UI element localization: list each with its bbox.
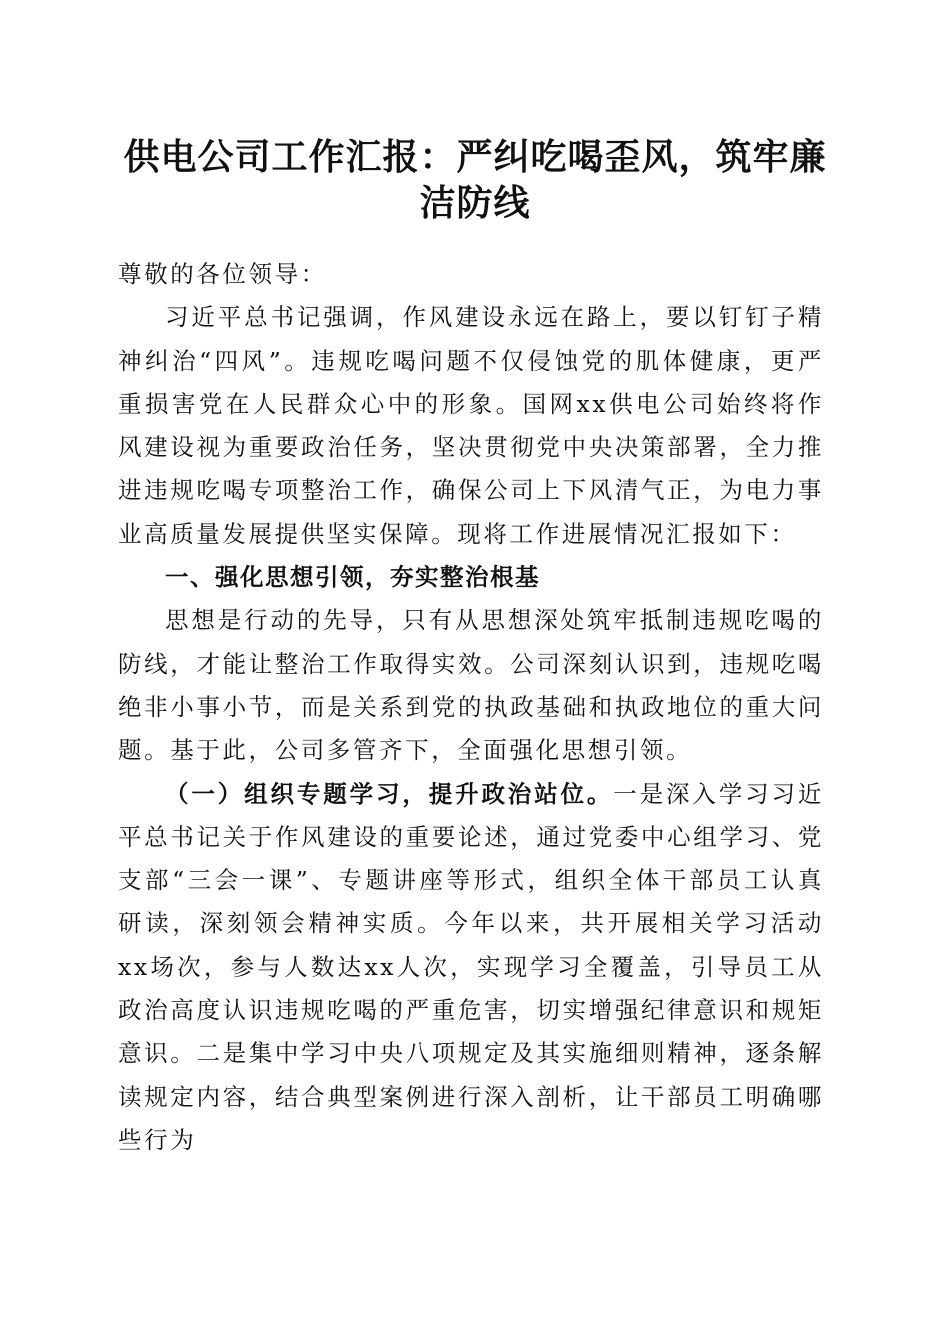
subsection-paragraph — [118, 773, 824, 1163]
document-body — [118, 253, 824, 1162]
intro-paragraph: 习近平总书记强调，作风建设永远在路上，要以钉钉子精神纠治“四风”。违规吃喝问题不仅侵蚀党的肌体健康，更严重损害党在人民群众心中的形象。国网xx供电公司始终将作风建设视为重要政治任务，坚决贯彻党中央决策部署，全力推进违规吃喝专项整治工作，确保公司上下风清气正，为电力事业高质量发展提供坚实保障。现将工作进展情况汇报如下： — [118, 303, 824, 548]
subsection-lead: （一）组织专题学习，提升政治站位。 — [165, 779, 614, 808]
document-title: 供电公司工作汇报：严纠吃喝歪风，筑牢廉洁防线 — [123, 136, 827, 224]
greeting: 尊敬的各位领导： — [118, 260, 327, 288]
subsection-text: 一是深入学习习近平总书记关于作风建设的重要论述，通过党委中心组学习、党支部“三会一课”、专题讲座等形式，组织全体干部员工认真研读，深刻领会精神实质。今年以来，共开展相关学习活动xx场次，参与人数达xx人次，实现学习全覆盖，引导员工从政治高度认识违规吃喝的严重危害，切实增强纪律意识和规矩意识。二是集中学习中央八项规定及其实施细则精神，逐条解读规定内容，结合典型案例进行深入剖析，让干部员工明确哪些行为 — [118, 779, 824, 1154]
section-heading: 一、强化思想引领，夯实整治根基 — [165, 563, 540, 592]
section-paragraph: 思想是行动的先导，只有从思想深处筑牢抵制违规吃喝的防线，才能让整治工作取得实效。公司深刻认识到，违规吃喝绝非小事小节，而是关系到党的执政基础和执政地位的重大问题。基于此，公司多管齐下，全面强化思想引领。 — [118, 606, 824, 765]
